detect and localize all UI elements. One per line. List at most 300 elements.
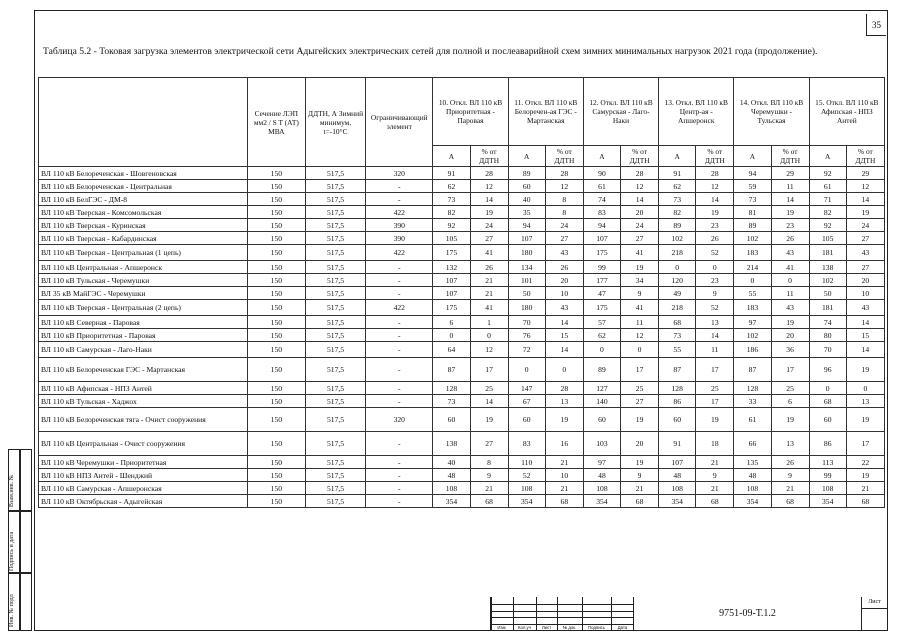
cell-current: 70 — [508, 316, 545, 329]
cell-limiting: - — [366, 432, 433, 456]
cell-percent: 21 — [696, 456, 734, 469]
stamp-label: Кол.уч — [518, 625, 531, 630]
cell-percent: 9 — [621, 469, 659, 482]
cell-percent: 23 — [696, 219, 734, 232]
cell-percent: 19 — [621, 261, 659, 274]
cell-percent: 14 — [470, 395, 508, 408]
cell-percent: 28 — [545, 382, 583, 395]
table-row — [39, 261, 885, 274]
cell-percent: 28 — [545, 167, 583, 180]
cell-section: 150 — [247, 482, 305, 495]
cell-ddtn: 517,5 — [305, 432, 365, 456]
cell-percent: 26 — [545, 261, 583, 274]
cell-current: 74 — [583, 193, 620, 206]
cell-section: 150 — [247, 167, 305, 180]
cell-percent: 41 — [771, 261, 809, 274]
cell-limiting: - — [366, 482, 433, 495]
cell-current: 83 — [508, 432, 545, 456]
table-row — [39, 300, 885, 316]
cell-current: 52 — [508, 469, 545, 482]
cell-current: 73 — [659, 329, 696, 342]
cell-percent: 36 — [771, 342, 809, 358]
header-scenario: 10. Откл. ВЛ 110 кВ Приоритетная - Паровая — [433, 78, 508, 146]
cell-element-name: ВЛ 110 кВ Белореченская - Шовгеновская — [39, 167, 248, 180]
cell-current: 181 — [809, 245, 846, 261]
title-block-grid — [490, 597, 633, 631]
cell-element-name: ВЛ 110 кВ Тверская - Кабардинская — [39, 232, 248, 245]
cell-current: 70 — [809, 342, 846, 358]
cell-percent: 17 — [696, 395, 734, 408]
title-block — [490, 597, 887, 631]
cell-percent: 24 — [545, 219, 583, 232]
cell-section: 150 — [247, 456, 305, 469]
cell-ddtn: 517,5 — [305, 261, 365, 274]
cell-percent: 23 — [696, 274, 734, 287]
cell-element-name: ВЛ 110 кВ БелГЭС - ДМ-8 — [39, 193, 248, 206]
cell-current: 127 — [583, 382, 620, 395]
cell-percent: 21 — [846, 482, 884, 495]
cell-percent: 12 — [470, 180, 508, 193]
cell-percent: 13 — [771, 432, 809, 456]
cell-percent: 12 — [470, 342, 508, 358]
cell-section: 150 — [247, 329, 305, 342]
side-stamp-label: Подпись и дата — [9, 531, 15, 571]
cell-element-name: ВЛ 110 кВ Самурская - Апшеронская — [39, 482, 248, 495]
cell-percent: 34 — [621, 274, 659, 287]
header-section: Сечение ЛЭП мм2 / S T (АТ) МВА — [247, 78, 305, 167]
cell-limiting: 390 — [366, 232, 433, 245]
cell-element-name: ВЛ 110 кВ Тверская - Комсомольская — [39, 206, 248, 219]
cell-percent: 17 — [771, 358, 809, 382]
cell-percent: 19 — [470, 206, 508, 219]
cell-current: 103 — [583, 432, 620, 456]
subheader-percent: % от ДДТН — [621, 146, 659, 167]
cell-current: 47 — [583, 287, 620, 300]
cell-element-name: ВЛ 110 кВ Центральная - Апшеронск — [39, 261, 248, 274]
cell-current: 33 — [734, 395, 771, 408]
cell-current: 92 — [433, 219, 470, 232]
cell-percent: 9 — [621, 287, 659, 300]
cell-percent: 0 — [621, 342, 659, 358]
cell-ddtn: 517,5 — [305, 495, 365, 508]
cell-percent: 27 — [621, 232, 659, 245]
cell-current: 128 — [659, 382, 696, 395]
cell-current: 55 — [659, 342, 696, 358]
cell-percent: 14 — [846, 316, 884, 329]
cell-percent: 12 — [621, 329, 659, 342]
cell-element-name: ВЛ 110 кВ НПЗ Антей - Шенджий — [39, 469, 248, 482]
cell-ddtn: 517,5 — [305, 456, 365, 469]
cell-current: 134 — [508, 261, 545, 274]
cell-section: 150 — [247, 469, 305, 482]
cell-current: 55 — [734, 287, 771, 300]
table-row — [39, 329, 885, 342]
current-load-table — [38, 77, 885, 508]
cell-current: 48 — [433, 469, 470, 482]
cell-current: 92 — [809, 219, 846, 232]
cell-percent: 26 — [771, 232, 809, 245]
table-row — [39, 342, 885, 358]
cell-percent: 24 — [846, 219, 884, 232]
cell-percent: 17 — [696, 358, 734, 382]
cell-percent: 41 — [470, 300, 508, 316]
side-stamp-cell — [20, 573, 32, 631]
side-stamp-cell — [20, 511, 32, 573]
cell-percent: 19 — [846, 206, 884, 219]
page-number: 35 — [866, 14, 886, 36]
cell-current: 218 — [659, 245, 696, 261]
cell-current: 81 — [734, 206, 771, 219]
side-stamp-cell — [20, 449, 32, 511]
sheet-label: Лист — [862, 597, 887, 609]
cell-percent: 29 — [846, 167, 884, 180]
cell-current: 180 — [508, 300, 545, 316]
cell-current: 64 — [433, 342, 470, 358]
cell-percent: 0 — [771, 274, 809, 287]
cell-percent: 24 — [621, 219, 659, 232]
cell-current: 354 — [659, 495, 696, 508]
cell-current: 87 — [433, 358, 470, 382]
cell-element-name: ВЛ 110 кВ Тверская - Центральная (2 цепь) — [39, 300, 248, 316]
cell-current: 107 — [433, 287, 470, 300]
table-row — [39, 358, 885, 382]
cell-percent: 21 — [470, 274, 508, 287]
cell-current: 354 — [508, 495, 545, 508]
cell-ddtn: 517,5 — [305, 329, 365, 342]
cell-ddtn: 517,5 — [305, 219, 365, 232]
cell-current: 60 — [583, 408, 620, 432]
cell-percent: 27 — [846, 232, 884, 245]
cell-percent: 20 — [846, 274, 884, 287]
cell-current: 102 — [659, 232, 696, 245]
cell-current: 61 — [734, 408, 771, 432]
cell-percent: 14 — [771, 193, 809, 206]
subheader-amps: А — [583, 146, 620, 167]
cell-percent: 17 — [470, 358, 508, 382]
table-row — [39, 316, 885, 329]
sheet-box — [861, 597, 887, 631]
cell-percent: 19 — [621, 456, 659, 469]
cell-percent: 0 — [696, 261, 734, 274]
cell-limiting: - — [366, 329, 433, 342]
subheader-percent: % от ДДТН — [696, 146, 734, 167]
cell-element-name: ВЛ 110 кВ Черемушки - Приоритетная — [39, 456, 248, 469]
table-row — [39, 232, 885, 245]
cell-current: 108 — [734, 482, 771, 495]
subheader-percent: % от ДДТН — [545, 146, 583, 167]
cell-current: 94 — [734, 167, 771, 180]
cell-current: 59 — [734, 180, 771, 193]
cell-section: 150 — [247, 408, 305, 432]
cell-percent: 6 — [771, 395, 809, 408]
cell-section: 150 — [247, 193, 305, 206]
cell-percent: 21 — [771, 482, 809, 495]
cell-limiting: - — [366, 316, 433, 329]
cell-section: 150 — [247, 180, 305, 193]
subheader-percent: % от ДДТН — [470, 146, 508, 167]
table-row — [39, 219, 885, 232]
cell-current: 68 — [809, 395, 846, 408]
cell-percent: 14 — [545, 342, 583, 358]
cell-current: 60 — [433, 408, 470, 432]
cell-current: 0 — [583, 342, 620, 358]
cell-percent: 19 — [846, 408, 884, 432]
cell-current: 186 — [734, 342, 771, 358]
cell-ddtn: 517,5 — [305, 245, 365, 261]
cell-current: 181 — [809, 300, 846, 316]
cell-percent: 19 — [846, 469, 884, 482]
cell-current: 99 — [809, 469, 846, 482]
cell-current: 110 — [508, 456, 545, 469]
cell-current: 57 — [583, 316, 620, 329]
subheader-amps: А — [508, 146, 545, 167]
cell-current: 107 — [508, 232, 545, 245]
cell-percent: 68 — [696, 495, 734, 508]
cell-element-name: ВЛ 110 кВ Афипская - НПЗ Антей — [39, 382, 248, 395]
cell-ddtn: 517,5 — [305, 193, 365, 206]
cell-current: 89 — [508, 167, 545, 180]
stamp-label: Изм. — [497, 625, 507, 630]
cell-current: 73 — [433, 193, 470, 206]
cell-percent: 14 — [696, 329, 734, 342]
cell-limiting: - — [366, 495, 433, 508]
cell-limiting: - — [366, 382, 433, 395]
cell-percent: 14 — [846, 193, 884, 206]
cell-section: 150 — [247, 382, 305, 395]
cell-current: 68 — [659, 316, 696, 329]
cell-current: 90 — [583, 167, 620, 180]
cell-percent: 25 — [771, 382, 809, 395]
cell-current: 175 — [583, 300, 620, 316]
cell-current: 91 — [433, 167, 470, 180]
cell-current: 354 — [583, 495, 620, 508]
cell-limiting: 320 — [366, 167, 433, 180]
cell-percent: 68 — [545, 495, 583, 508]
cell-current: 35 — [508, 206, 545, 219]
cell-section: 150 — [247, 206, 305, 219]
cell-percent: 17 — [846, 432, 884, 456]
cell-element-name: ВЛ 110 кВ Центральная - Очист сооружения — [39, 432, 248, 456]
cell-current: 120 — [659, 274, 696, 287]
table-row — [39, 432, 885, 456]
cell-current: 67 — [508, 395, 545, 408]
cell-current: 73 — [734, 193, 771, 206]
cell-percent: 11 — [621, 316, 659, 329]
cell-current: 60 — [809, 408, 846, 432]
cell-percent: 14 — [696, 193, 734, 206]
table-row — [39, 245, 885, 261]
cell-current: 40 — [433, 456, 470, 469]
header-ddtn: ДДТН, А Зимний минимум, t=-10°C — [305, 78, 365, 167]
cell-current: 108 — [583, 482, 620, 495]
cell-current: 218 — [659, 300, 696, 316]
cell-section: 150 — [247, 232, 305, 245]
cell-percent: 12 — [545, 180, 583, 193]
cell-ddtn: 517,5 — [305, 342, 365, 358]
table-row — [39, 456, 885, 469]
cell-ddtn: 517,5 — [305, 287, 365, 300]
cell-ddtn: 517,5 — [305, 469, 365, 482]
cell-current: 138 — [433, 432, 470, 456]
cell-current: 62 — [433, 180, 470, 193]
cell-percent: 15 — [846, 329, 884, 342]
cell-current: 175 — [433, 245, 470, 261]
cell-element-name: ВЛ 110 кВ Тульская - Черемушки — [39, 274, 248, 287]
header-scenario: 13. Откл. ВЛ 110 кВ Центр-ая - Апшеронск — [659, 78, 734, 146]
cell-percent: 27 — [846, 261, 884, 274]
cell-section: 150 — [247, 300, 305, 316]
cell-limiting: - — [366, 395, 433, 408]
cell-current: 60 — [508, 408, 545, 432]
cell-current: 175 — [433, 300, 470, 316]
cell-percent: 14 — [846, 342, 884, 358]
cell-percent: 43 — [545, 300, 583, 316]
cell-current: 91 — [659, 432, 696, 456]
cell-percent: 17 — [621, 358, 659, 382]
table-row — [39, 408, 885, 432]
cell-element-name: ВЛ 110 кВ Белореченская тяга - Очист сооружения — [39, 408, 248, 432]
cell-percent: 12 — [621, 180, 659, 193]
cell-percent: 28 — [621, 167, 659, 180]
cell-percent: 19 — [696, 408, 734, 432]
cell-percent: 8 — [545, 193, 583, 206]
cell-limiting: - — [366, 193, 433, 206]
cell-percent: 20 — [545, 274, 583, 287]
cell-percent: 19 — [771, 408, 809, 432]
cell-current: 48 — [583, 469, 620, 482]
cell-percent: 20 — [621, 432, 659, 456]
cell-current: 62 — [659, 180, 696, 193]
cell-limiting: - — [366, 358, 433, 382]
cell-percent: 19 — [771, 316, 809, 329]
table-row — [39, 274, 885, 287]
cell-current: 107 — [659, 456, 696, 469]
cell-current: 102 — [734, 232, 771, 245]
cell-current: 49 — [659, 287, 696, 300]
cell-current: 0 — [659, 261, 696, 274]
cell-current: 128 — [433, 382, 470, 395]
cell-percent: 21 — [621, 482, 659, 495]
cell-percent: 25 — [470, 382, 508, 395]
cell-percent: 10 — [545, 469, 583, 482]
cell-current: 91 — [659, 167, 696, 180]
cell-current: 80 — [809, 329, 846, 342]
cell-percent: 25 — [621, 382, 659, 395]
header-element-name — [39, 78, 248, 167]
cell-section: 150 — [247, 316, 305, 329]
cell-percent: 23 — [771, 219, 809, 232]
cell-percent: 68 — [470, 495, 508, 508]
cell-current: 183 — [734, 245, 771, 261]
subheader-amps: А — [734, 146, 771, 167]
cell-current: 175 — [583, 245, 620, 261]
subheader-amps: А — [433, 146, 470, 167]
cell-ddtn: 517,5 — [305, 206, 365, 219]
cell-percent: 43 — [846, 245, 884, 261]
cell-ddtn: 517,5 — [305, 274, 365, 287]
cell-percent: 52 — [696, 300, 734, 316]
cell-current: 107 — [433, 274, 470, 287]
cell-limiting: - — [366, 274, 433, 287]
cell-current: 61 — [583, 180, 620, 193]
cell-current: 83 — [583, 206, 620, 219]
cell-current: 128 — [734, 382, 771, 395]
table-row — [39, 193, 885, 206]
cell-current: 87 — [734, 358, 771, 382]
subheader-amps: А — [809, 146, 846, 167]
cell-element-name: ВЛ 110 кВ Тульская - Хаджох — [39, 395, 248, 408]
cell-percent: 14 — [621, 193, 659, 206]
cell-current: 60 — [659, 408, 696, 432]
cell-percent: 68 — [621, 495, 659, 508]
cell-percent: 0 — [470, 329, 508, 342]
cell-percent: 1 — [470, 316, 508, 329]
table-row — [39, 482, 885, 495]
cell-current: 108 — [433, 482, 470, 495]
cell-section: 150 — [247, 395, 305, 408]
cell-percent: 27 — [470, 232, 508, 245]
cell-percent: 27 — [470, 432, 508, 456]
cell-current: 73 — [433, 395, 470, 408]
cell-percent: 52 — [696, 245, 734, 261]
cell-percent: 20 — [771, 329, 809, 342]
cell-current: 82 — [659, 206, 696, 219]
cell-percent: 25 — [696, 382, 734, 395]
stamp-label: Лист — [541, 625, 552, 630]
cell-percent: 9 — [696, 287, 734, 300]
cell-current: 82 — [433, 206, 470, 219]
cell-element-name: ВЛ 35 кВ МайГЭС - Черемушки — [39, 287, 248, 300]
cell-ddtn: 517,5 — [305, 316, 365, 329]
cell-current: 99 — [583, 261, 620, 274]
cell-percent: 19 — [846, 358, 884, 382]
cell-percent: 14 — [470, 193, 508, 206]
cell-section: 150 — [247, 219, 305, 232]
cell-current: 62 — [583, 329, 620, 342]
cell-percent: 21 — [470, 287, 508, 300]
cell-percent: 28 — [696, 167, 734, 180]
cell-percent: 19 — [621, 408, 659, 432]
cell-section: 150 — [247, 287, 305, 300]
cell-current: 6 — [433, 316, 470, 329]
cell-current: 48 — [659, 469, 696, 482]
cell-current: 132 — [433, 261, 470, 274]
cell-percent: 12 — [846, 180, 884, 193]
cell-ddtn: 517,5 — [305, 300, 365, 316]
cell-limiting: - — [366, 180, 433, 193]
cell-element-name: ВЛ 110 кВ Тверская - Центральная (1 цепь) — [39, 245, 248, 261]
cell-percent: 27 — [621, 395, 659, 408]
table-row — [39, 167, 885, 180]
cell-current: 105 — [809, 232, 846, 245]
cell-percent: 29 — [771, 167, 809, 180]
cell-current: 107 — [583, 232, 620, 245]
side-stamp-label: Взам.инв. № — [9, 474, 15, 507]
cell-percent: 21 — [545, 456, 583, 469]
table-row — [39, 206, 885, 219]
cell-current: 48 — [734, 469, 771, 482]
cell-percent: 13 — [846, 395, 884, 408]
cell-ddtn: 517,5 — [305, 232, 365, 245]
cell-current: 0 — [809, 382, 846, 395]
cell-element-name: ВЛ 110 кВ Приоритетная - Паровая — [39, 329, 248, 342]
cell-limiting: - — [366, 342, 433, 358]
cell-current: 108 — [809, 482, 846, 495]
cell-percent: 43 — [545, 245, 583, 261]
cell-element-name: ВЛ 110 кВ Октябрьская - Адыгейская — [39, 495, 248, 508]
cell-current: 102 — [734, 329, 771, 342]
side-stamp-label: Инв. № подл — [9, 594, 15, 627]
